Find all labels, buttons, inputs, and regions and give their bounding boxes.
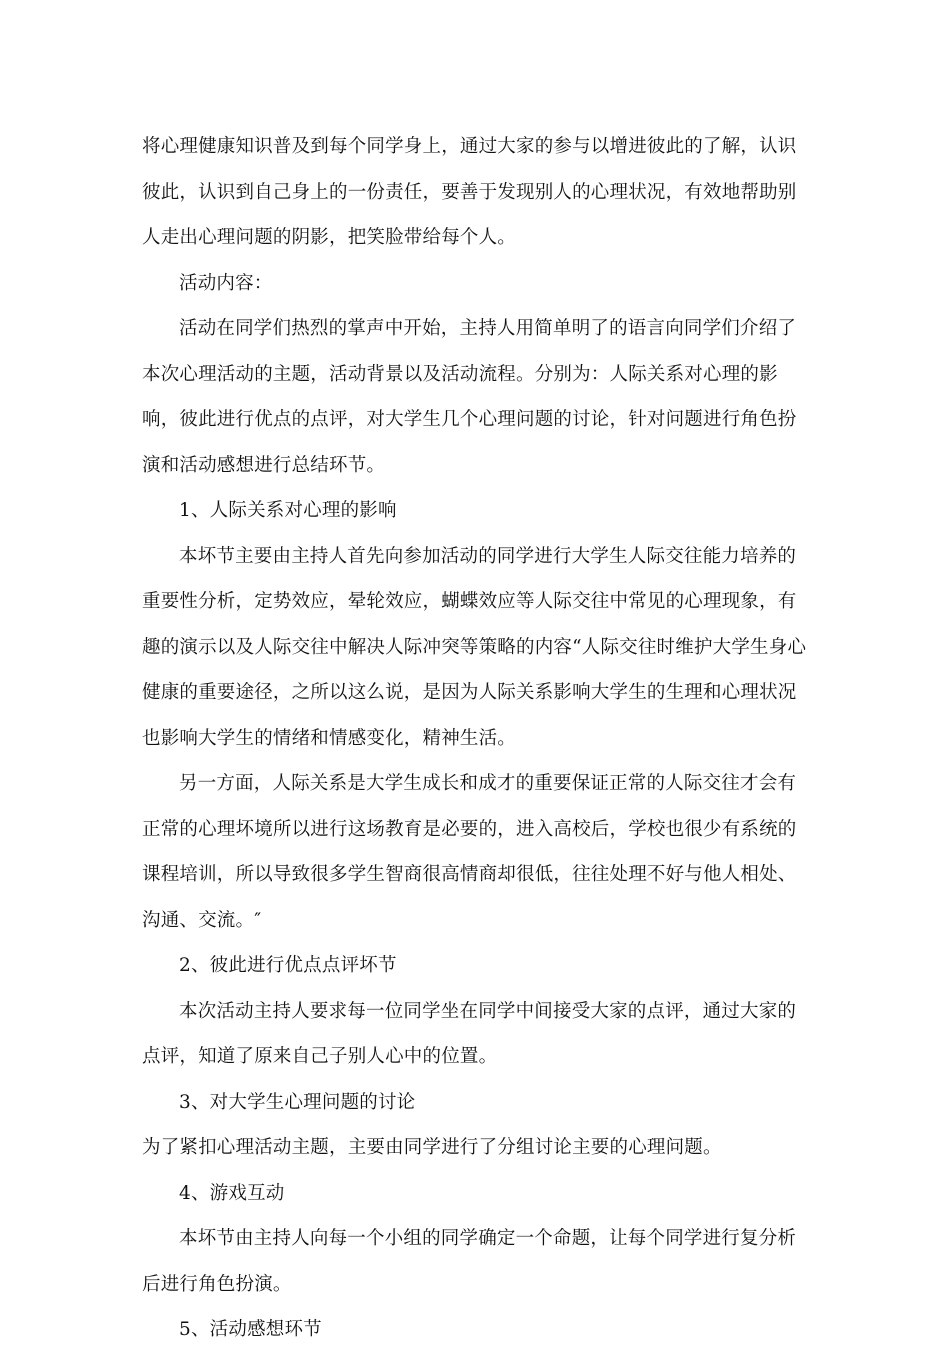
text-line: 沟通、交流。″ <box>142 909 262 931</box>
text-line: 也影响大学生的情绪和情感变化，精神生活。 <box>142 727 517 749</box>
text-line: 本次心理活动的主题，活动背景以及活动流程。分别为：人际关系对心理的影 <box>142 363 778 385</box>
text-line: 响，彼此进行优点的点评，对大学生几个心理问题的讨论，针对问题进行角色扮 <box>142 409 797 430</box>
text-line: 4、游戏互动 <box>179 1182 285 1204</box>
text-line: 趣的演示以及人际交往中解决人际冲突等策略的内容“人际交往时维护大学生身心 <box>142 636 807 658</box>
text-line: 健康的重要途径，之所以这么说，是因为人际关系影响大学生的生理和心理状况 <box>142 682 797 703</box>
text-line: 5、活动感想环节 <box>179 1319 322 1340</box>
text-line: 课程培训，所以导致很多学生智商很高情商却很低，往往处理不好与他人相处、 <box>142 864 797 885</box>
text-line: 另一方面，人际关系是大学生成长和成才的重要保证正常的人际交往才会有 <box>179 773 797 794</box>
text-line: 2、彼此进行优点点评坏节 <box>179 955 397 976</box>
text-line: 将心理健康知识普及到每个同学身上，通过大家的参与以增进彼此的了解，认识 <box>142 136 797 157</box>
text-line: 3、对大学生心理问题的讨论 <box>179 1091 416 1113</box>
text-line: 1、人际关系对心理的影响 <box>179 500 397 521</box>
text-line: 重要性分析，定势效应，晕轮效应，蝴蝶效应等人际交往中常见的心理现象，有 <box>142 591 797 612</box>
text-line: 演和活动感想进行总结环节。 <box>142 454 386 476</box>
text-line: 活动在同学们热烈的掌声中开始，主持人用简单明了的语言向同学们介绍了 <box>179 318 797 339</box>
text-line: 本坏节由主持人向每一个小组的同学确定一个命题，让每个同学进行复分析 <box>179 1228 797 1249</box>
document-body <box>142 124 814 1353</box>
text-line: 彼此，认识到自己身上的一份责任，要善于发现别人的心理状况，有效地帮助别 <box>142 181 797 203</box>
text-line: 本坏节主要由主持人首先向参加活动的同学进行大学生人际交往能力培养的 <box>179 545 797 567</box>
text-line: 人走出心理问题的阴影，把笑脸带给每个人。 <box>142 227 517 248</box>
text-line: 正常的心理坏境所以进行这场教育是必要的，进入高校后，学校也很少有系统的 <box>142 818 797 840</box>
text-line: 为了紧扣心理活动主题，主要由同学进行了分组讨论主要的心理问题。 <box>142 1137 722 1158</box>
text-line: 本次活动主持人要求每一位同学坐在同学中间接受大家的点评，通过大家的 <box>179 1000 797 1022</box>
text-line: 点评，知道了原来自己子别人心中的位置。 <box>142 1046 498 1067</box>
text-line: 后进行角色扮演。 <box>142 1273 292 1295</box>
text-line: 活动内容： <box>179 272 273 294</box>
